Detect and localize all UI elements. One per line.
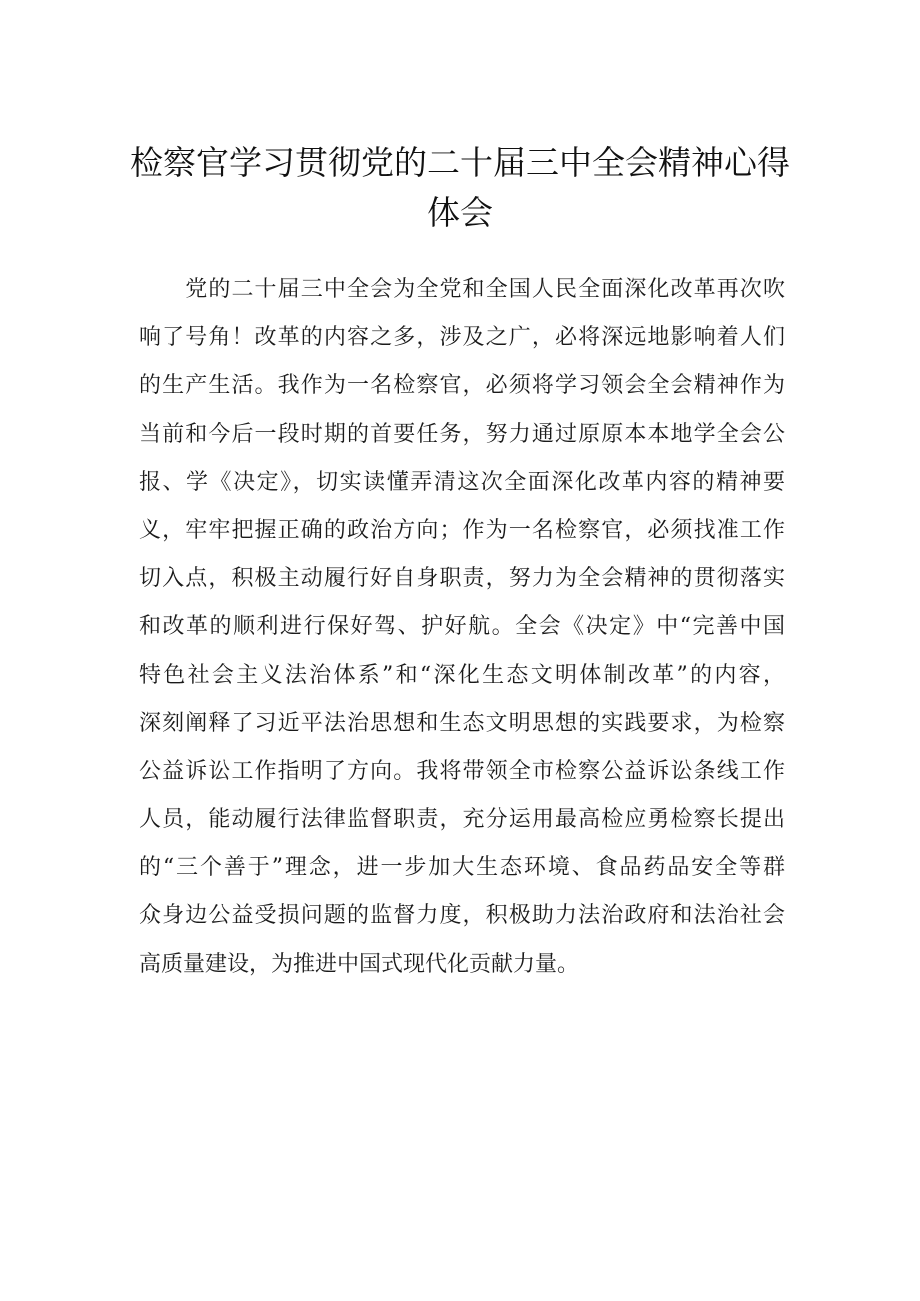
body-line: 切入点，积极主动履行好自身职责，努力为全会精神的贯彻落实 <box>139 566 785 592</box>
body-line: 义，牢牢把握正确的政治方向；作为一名检察官，必须找准工作 <box>139 517 785 543</box>
body-line: 和改革的顺利进行保好驾、护好航。全会《决定》中“完善中国 <box>139 614 785 640</box>
body-line: 党的二十届三中全会为全党和全国人民全面深化改革再次吹 <box>139 277 785 302</box>
body-line: 人员，能动履行法律监督职责，充分运用最高检应勇检察长提出 <box>139 807 785 833</box>
body-line: 高质量建设，为推进中国式现代化贡献力量。 <box>139 951 580 977</box>
body-line: 深刻阐释了习近平法治思想和生态文明思想的实践要求，为检察 <box>139 710 785 736</box>
body-line: 的生产生活。我作为一名检察官，必须将学习领会全会精神作为 <box>139 373 785 399</box>
document-title <box>120 138 800 238</box>
title-line-2: 体会 <box>427 193 493 232</box>
body-line: 当前和今后一段时期的首要任务，努力通过原原本本地学全会公 <box>139 421 785 447</box>
body-line: 响了号角！改革的内容之多，涉及之广，必将深远地影响着人们 <box>139 325 785 351</box>
body-line: 报、学《决定》，切实读懂弄清这次全面深化改革内容的精神要 <box>139 469 785 495</box>
body-line: 公益诉讼工作指明了方向。我将带领全市检察公益诉讼条线工作 <box>139 758 785 784</box>
title-line-1: 检察官学习贯彻党的二十届三中全会精神心得 <box>130 143 790 182</box>
body-line: 的“三个善于”理念，进一步加大生态环境、食品药品安全等群 <box>139 855 785 881</box>
body-paragraph <box>139 266 785 989</box>
body-line: 众身边公益受损问题的监督力度，积极助力法治政府和法治社会 <box>139 903 785 929</box>
body-line: 特色社会主义法治体系”和“深化生态文明体制改革”的内容， <box>139 662 785 688</box>
